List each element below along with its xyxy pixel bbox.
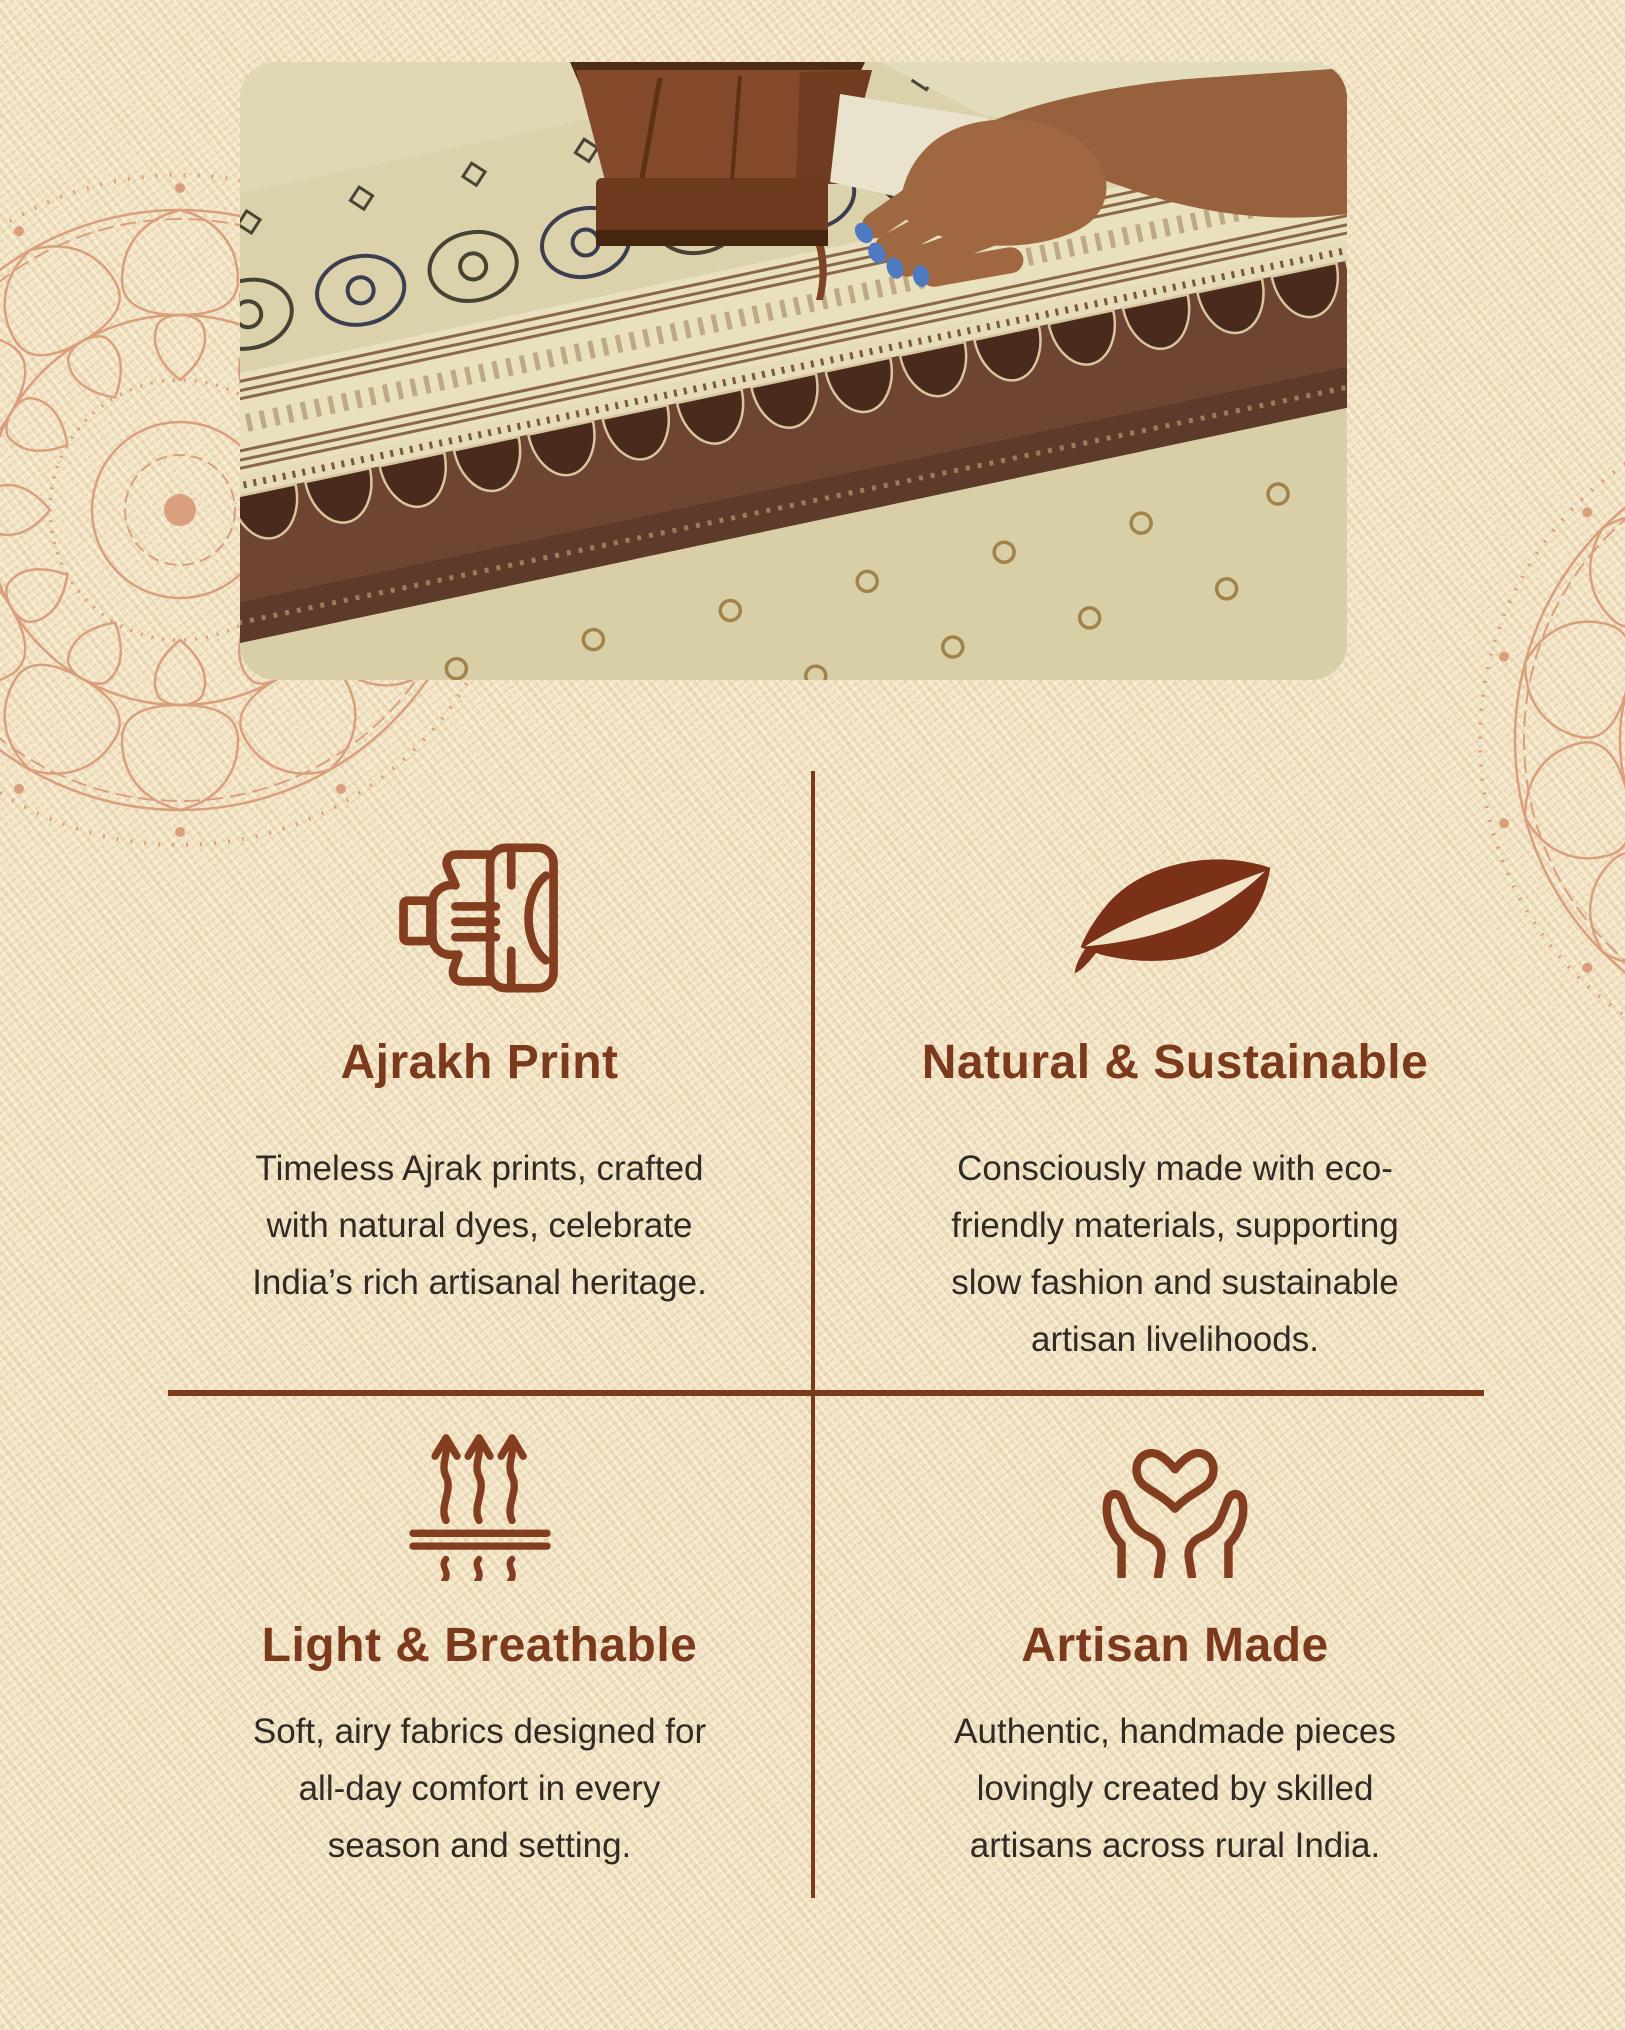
feature-description-line: Consciously made with eco- <box>957 1148 1393 1188</box>
airflow-icon <box>400 1428 560 1578</box>
hero-image <box>240 62 1347 680</box>
feature-description-line: artisans across rural India. <box>969 1825 1381 1865</box>
feature-title: Light & Breathable <box>261 1619 698 1672</box>
horizontal-divider <box>168 1390 1484 1396</box>
feature-description-line: India’s rich artisanal heritage. <box>252 1262 707 1302</box>
feature-description <box>252 1140 707 1311</box>
feature-title: Artisan Made <box>1021 1619 1329 1672</box>
feature-description-line: Soft, airy fabrics designed for <box>252 1711 707 1751</box>
feature-description-line: artisan livelihoods. <box>1031 1319 1319 1359</box>
feature-description-line: all-day comfort in every <box>298 1768 661 1808</box>
feature-title: Ajrakh Print <box>340 1036 619 1089</box>
feature-description-line: slow fashion and sustainable <box>951 1262 1399 1302</box>
hands-heart-icon <box>1095 1428 1255 1578</box>
feature-description-line: Timeless Ajrak prints, crafted <box>255 1148 704 1188</box>
feature-description <box>253 1703 706 1874</box>
feature-description-line: Authentic, handmade pieces <box>954 1711 1396 1751</box>
feature-description-line: friendly materials, supporting <box>951 1205 1399 1245</box>
feature-title: Natural & Sustainable <box>921 1036 1429 1089</box>
feature-card-natural-sustainable <box>813 680 1625 1390</box>
feature-description-line: with natural dyes, celebrate <box>266 1205 693 1245</box>
feature-description <box>954 1703 1396 1874</box>
feature-card-light-breathable <box>0 1390 813 2030</box>
stamp-icon <box>397 843 562 993</box>
feature-description-line: lovingly created by skilled <box>976 1768 1374 1808</box>
feature-card-ajrakh-print <box>0 680 813 1390</box>
feature-description-line: season and setting. <box>327 1825 632 1865</box>
feature-description <box>951 1140 1399 1368</box>
leaf-icon <box>1066 843 1284 993</box>
feature-card-artisan-made <box>813 1390 1625 2030</box>
vertical-divider <box>811 771 815 1898</box>
block-printing-photo-illustration <box>240 62 1347 680</box>
